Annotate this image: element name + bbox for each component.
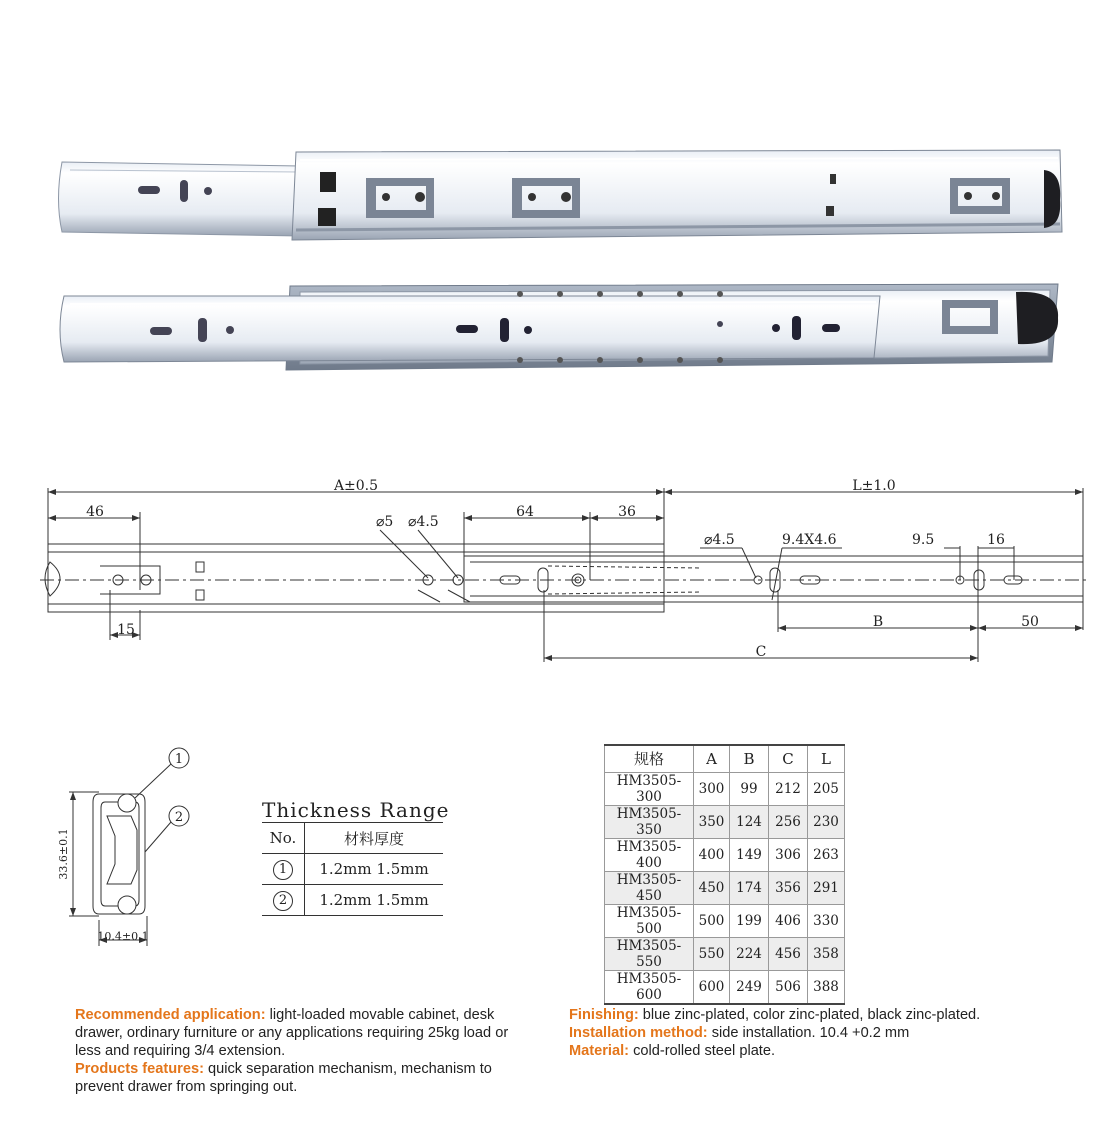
dim-46: 46 (86, 504, 104, 520)
material-label: Material: (569, 1043, 630, 1059)
dim-phi45-right: ⌀4.5 (704, 532, 735, 548)
installation-text: side installation. 10.4 +0.2 mm (707, 1025, 910, 1041)
table-row (605, 772, 845, 805)
header-l: L (808, 745, 845, 772)
callout-1: 1 (174, 752, 184, 767)
dim-64: 64 (516, 504, 534, 520)
dim-50: 50 (1021, 614, 1039, 630)
cell-b: 174 (730, 871, 769, 904)
header-b: B (730, 745, 769, 772)
thickness-no: 2 (273, 891, 293, 911)
cell-b: 199 (730, 904, 769, 937)
cell-b: 124 (730, 805, 769, 838)
recommended-text: light-loaded movable cabinet, desk drawer, ordinary furniture or any applications requiring 25kg load or less and requiring 3/4 extension. (75, 1007, 509, 1059)
dim-phi5: ⌀5 (376, 514, 394, 530)
cell-c: 456 (769, 937, 808, 970)
dim-height: 33.6±0.1 (57, 828, 70, 880)
slide-rail-photo (0, 130, 1111, 380)
table-row (262, 885, 443, 916)
header-a: A (694, 745, 730, 772)
cell-l: 205 (808, 772, 845, 805)
table-row (605, 904, 845, 937)
notes-left (75, 1006, 515, 1096)
cell-c: 306 (769, 838, 808, 871)
dim-width: 10.4±0.1 (97, 930, 149, 943)
material-text: cold-rolled steel plate. (629, 1043, 776, 1059)
dim-9-5: 9.5 (912, 532, 935, 548)
cell-l: 291 (808, 871, 845, 904)
cell-a: 600 (694, 970, 730, 1004)
cell-b: 99 (730, 772, 769, 805)
dim-slot: 9.4X4.6 (782, 532, 837, 548)
cell-a: 350 (694, 805, 730, 838)
cell-b: 149 (730, 838, 769, 871)
cell-b: 224 (730, 937, 769, 970)
dim-l: L±1.0 (852, 478, 896, 494)
dim-36: 36 (618, 504, 636, 520)
dim-c: C (755, 644, 767, 660)
rail-top (59, 150, 1063, 240)
finishing-label: Finishing: (569, 1007, 639, 1023)
installation-label: Installation method: (569, 1025, 708, 1041)
header-model: 规格 (605, 745, 694, 772)
spec-table (604, 744, 845, 1005)
cell-l: 358 (808, 937, 845, 970)
cell-model: HM3505-550 (605, 937, 694, 970)
cell-model: HM3505-600 (605, 970, 694, 1004)
cell-a: 400 (694, 838, 730, 871)
cell-l: 330 (808, 904, 845, 937)
dim-15: 15 (117, 622, 135, 638)
recommended-label: Recommended application: (75, 1007, 266, 1023)
cell-model: HM3505-500 (605, 904, 694, 937)
table-row (605, 970, 845, 1004)
dim-phi45-left: ⌀4.5 (408, 514, 439, 530)
header-c: C (769, 745, 808, 772)
cell-c: 256 (769, 805, 808, 838)
cell-model: HM3505-350 (605, 805, 694, 838)
technical-drawing (0, 470, 1111, 670)
finishing-text: blue zinc-plated, color zinc-plated, black zinc-plated. (638, 1007, 981, 1023)
cell-c: 406 (769, 904, 808, 937)
callout-2: 2 (174, 810, 184, 825)
cell-l: 388 (808, 970, 845, 1004)
notes-right (569, 1006, 1069, 1060)
cell-c: 506 (769, 970, 808, 1004)
thickness-no: 1 (273, 860, 293, 880)
dim-a: A±0.5 (333, 478, 379, 494)
cell-b: 249 (730, 970, 769, 1004)
cell-model: HM3505-300 (605, 772, 694, 805)
features-text: quick separation mechanism, mechanism to prevent drawer from springing out. (75, 1061, 492, 1095)
table-row (605, 871, 845, 904)
thickness-value: 1.2mm 1.5mm (305, 885, 444, 916)
table-header-row (605, 745, 845, 772)
cell-model: HM3505-400 (605, 838, 694, 871)
cell-model: HM3505-450 (605, 871, 694, 904)
dim-b: B (872, 614, 884, 630)
rail-bottom (60, 284, 1058, 370)
cell-l: 263 (808, 838, 845, 871)
thickness-header-no: No. (262, 823, 305, 854)
thickness-table (262, 822, 443, 916)
features-label: Products features: (75, 1061, 204, 1077)
table-row (605, 937, 845, 970)
cell-a: 500 (694, 904, 730, 937)
thickness-header-value: 材料厚度 (305, 823, 444, 854)
cell-c: 356 (769, 871, 808, 904)
thickness-value: 1.2mm 1.5mm (305, 854, 444, 885)
cell-a: 300 (694, 772, 730, 805)
cross-section-drawing (55, 740, 215, 950)
table-row (605, 838, 845, 871)
dim-16: 16 (987, 532, 1005, 548)
cell-a: 550 (694, 937, 730, 970)
cell-l: 230 (808, 805, 845, 838)
cell-a: 450 (694, 871, 730, 904)
table-row (262, 854, 443, 885)
thickness-title: Thickness Range (262, 798, 450, 822)
cell-c: 212 (769, 772, 808, 805)
table-row (605, 805, 845, 838)
